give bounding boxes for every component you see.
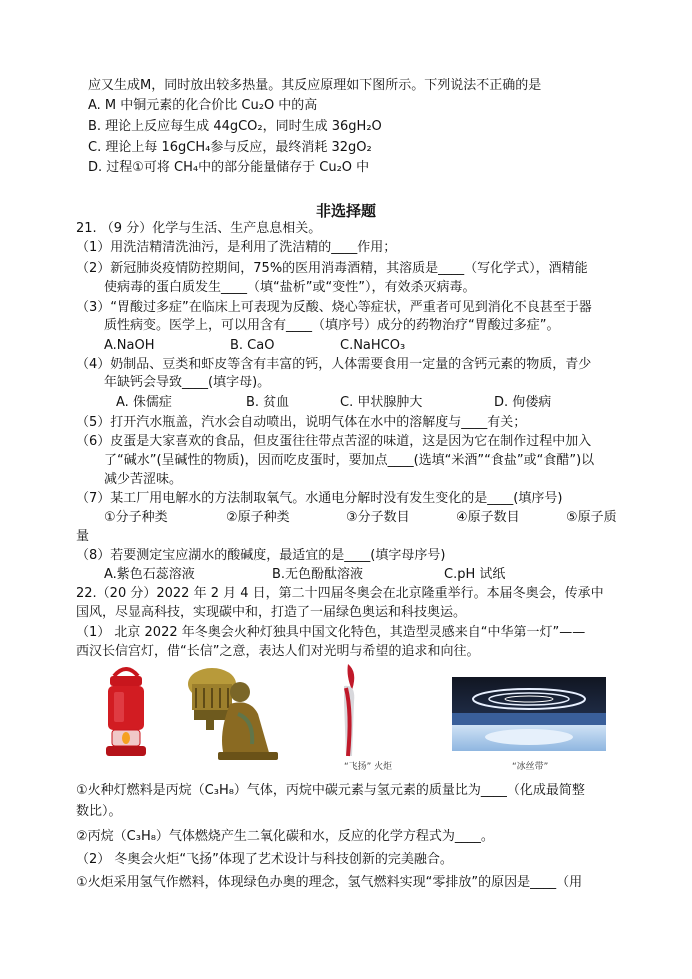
q21-part-8-options (104, 566, 505, 584)
torch-caption: “飞扬” 火炬 (344, 762, 393, 772)
option: D. 佝偻病 (494, 395, 552, 410)
q21-part-2a: （2）新冠肺炎疫情防控期间，75%的医用消毒酒精，其溶质是____（写化学式），酒精能 (76, 261, 588, 276)
q22-sub-2: ②丙烷（C₃H₈）气体燃烧产生二氧化碳和水，反应的化学方程式为____。 (76, 829, 494, 844)
option: ①分子种类 (104, 510, 168, 525)
option: B.无色酚酞溶液 (272, 567, 364, 582)
q21-part-3b: 质性病变。医学上，可以用含有____（填序号）成分的药物治疗“胃酸过多症”。 (104, 318, 560, 333)
q21-part-3-options (104, 337, 405, 355)
option: B. 贫血 (246, 395, 290, 410)
option: ④原子数目 (456, 510, 520, 525)
q22-header-a: 22.（20 分）2022 年 2 月 4 日，第二十四届冬奥会在北京隆重举行。本届冬奥会，传承中 (76, 586, 604, 601)
q21-part-4-options (116, 394, 551, 412)
feiyang-torch-image (336, 662, 362, 762)
q20-option-a: A. M 中铜元素的化合价比 Cu₂O 中的高 (88, 98, 318, 113)
q21-part-4b: 年缺钙会导致____(填字母)。 (104, 375, 271, 390)
q21-part-3a: （3）“胃酸过多症”在临床上可表现为反酸、烧心等症状，严重者可见到消化不良甚至于器 (76, 300, 592, 315)
q22-part-1a: （1） 北京 2022 年冬奥会火种灯独具中国文化特色，其造型灵感来自“中华第一灯”—— (76, 625, 586, 640)
arena-caption: “冰丝带” (512, 762, 549, 772)
q20-option-c: C. 理论上每 16gCH₄参与反应，最终消耗 32gO₂ (88, 140, 372, 155)
option: C.pH 试纸 (444, 567, 506, 582)
q22-header-b: 国风，尽显高科技，实现碳中和，打造了一届绿色奥运和科技奥运。 (76, 605, 467, 620)
changxin-palace-lamp-image (178, 664, 290, 762)
q21-header: 21. （9 分）化学与生活、生产息息相关。 (76, 221, 322, 236)
option: A.NaOH (104, 338, 155, 353)
option: ③分子数目 (346, 510, 410, 525)
q21-part-5: （5）打开汽水瓶盖，汽水会自动喷出，说明气体在水中的溶解度与____有关； (76, 415, 527, 430)
q21-part-6c: 减少苦涩味。 (104, 472, 183, 487)
option: C.NaHCO₃ (340, 338, 406, 353)
q20-stem: 应又生成M，同时放出较多热量。其反应原理如下图所示。下列说法不正确的是 (88, 78, 542, 93)
option: ②原子种类 (226, 510, 290, 525)
option: A.紫色石蕊溶液 (104, 567, 195, 582)
q22-part-2: （2） 冬奥会火炬“飞扬”体现了艺术设计与科技创新的完美融合。 (76, 852, 453, 867)
q21-part-7a: （7）某工厂用电解水的方法制取氧气。水通电分解时没有发生变化的是____(填序号) (76, 491, 563, 506)
q20-option-d: D. 过程①可将 CH₄中的部分能量储存于 Cu₂O 中 (88, 160, 370, 175)
q21-part-7b: 量 (76, 529, 90, 544)
q21-part-1: （1）用洗洁精清洗油污，是利用了洗洁精的____作用； (76, 240, 397, 255)
torch-lamp-image (100, 662, 152, 762)
option: B. CaO (230, 338, 275, 353)
q22-sub-1a: ①火种灯燃料是丙烷（C₃H₈）气体，丙烷中碳元素与氢元素的质量比为____（化成最简整 (76, 783, 585, 798)
q21-part-8a: （8）若要测定宝应湖水的酸碱度，最适宜的是____(填字母序号) (76, 548, 446, 563)
q21-part-4a: （4）奶制品、豆类和虾皮等含有丰富的钙，人体需要食用一定量的含钙元素的物质，青少 (76, 357, 592, 372)
option: ⑤原子质 (566, 510, 617, 525)
ice-ribbon-arena-image (452, 677, 606, 751)
option: A. 侏儒症 (116, 395, 172, 410)
q22-sub-3: ①火炬采用氢气作燃料，体现绿色办奥的理念，氢气燃料实现“零排放”的原因是____（用 (76, 875, 583, 890)
q20-option-b: B. 理论上反应每生成 44gCO₂，同时生成 36gH₂O (88, 119, 382, 134)
q21-part-6a: （6）皮蛋是大家喜欢的食品，但皮蛋往往带点苦涩的味道，这是因为它在制作过程中加入 (76, 434, 592, 449)
q22-part-1b: 西汉长信宫灯，借“长信”之意，表达人们对光明与希望的追求和向往。 (76, 644, 480, 659)
q21-part-6b: 了“碱水”(呈碱性的物质)，因而吃皮蛋时，要加点____(选填“米酒”“食盐”或“食醋”)以 (104, 453, 595, 468)
q21-part-2b: 使病毒的蛋白质发生____（填“盐析”或“变性”），有效杀灭病毒。 (104, 280, 476, 295)
q21-part-7-options (104, 509, 617, 527)
option: C. 甲状腺肿大 (340, 395, 423, 410)
q22-sub-1b: 数比）。 (76, 804, 122, 819)
section-title: 非选择题 (315, 202, 376, 220)
